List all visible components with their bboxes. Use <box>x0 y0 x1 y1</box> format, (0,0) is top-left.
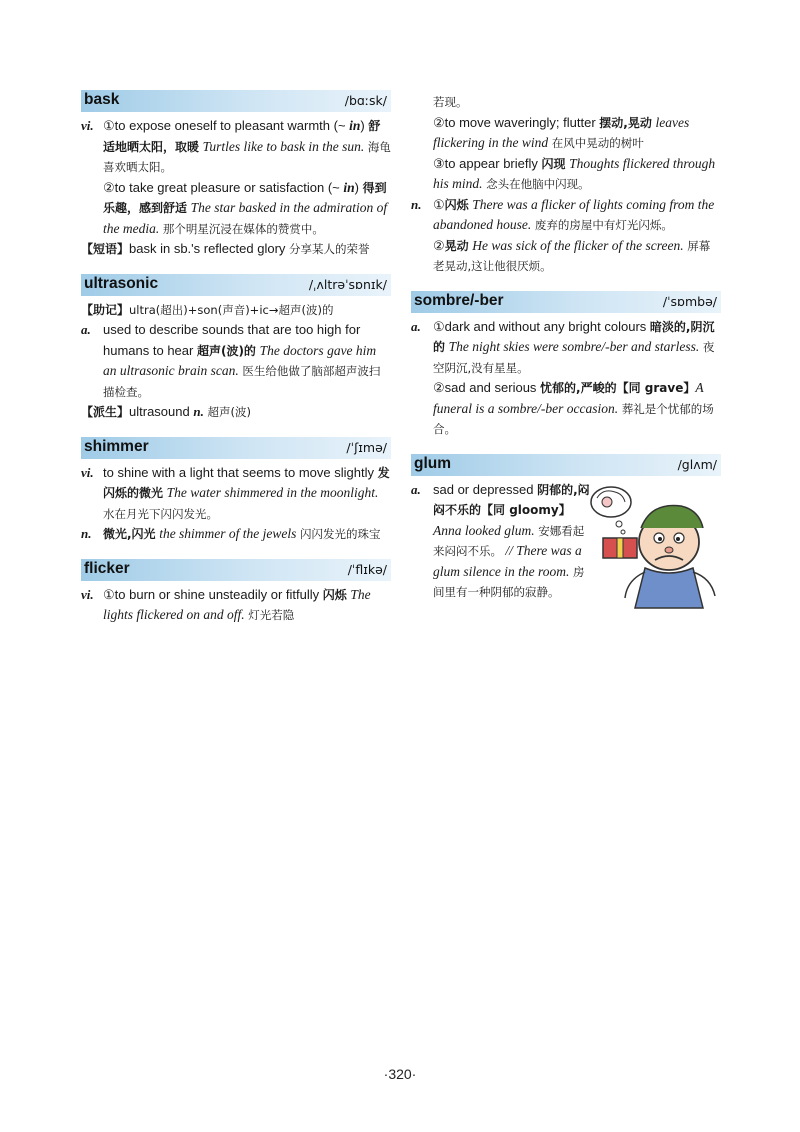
glum-body <box>411 480 721 603</box>
example: He was sick of the flicker of the screen. <box>472 237 684 253</box>
synonym-tag: 【同 grave】 <box>616 381 696 395</box>
sense <box>81 463 391 525</box>
part-of-speech: vi. <box>81 586 94 602</box>
definition: ③to appear briefly <box>433 155 542 171</box>
example: There was a flicker of lights coming from the abandoned house. <box>433 196 715 232</box>
chinese-gloss: 闪现 <box>541 156 566 171</box>
example: A funeral is a sombre/-ber occasion. <box>433 380 704 416</box>
entry-sombre <box>411 291 721 440</box>
entry-flicker <box>81 559 391 626</box>
sense-number: ② <box>433 237 445 253</box>
sense <box>411 480 593 603</box>
pronunciation: /ˈflɪkə/ <box>347 561 387 577</box>
example-translation: 闪闪发光的珠宝 <box>300 527 381 541</box>
continued-translation <box>411 92 721 113</box>
sense-number: ① <box>433 196 445 212</box>
entry-ultrasonic <box>81 274 391 423</box>
sense <box>81 585 391 626</box>
derived-tag: 【派生】 <box>81 405 130 419</box>
part-of-speech: a. <box>411 318 421 334</box>
example-translation: 医生给他做了脑部超声波扫描检查。 <box>103 364 381 399</box>
headword: flicker <box>84 559 130 577</box>
phrase-tag: 【短语】 <box>81 242 130 256</box>
pronunciation: /ˈsɒmbə/ <box>662 293 717 309</box>
definition: ) <box>360 118 369 133</box>
sense <box>81 116 391 178</box>
example-translation: 念头在他脑中闪现。 <box>486 177 590 191</box>
example: There was a glum silence in the room. <box>433 543 582 579</box>
right-column <box>411 92 721 617</box>
part-of-speech: vi. <box>81 464 94 480</box>
sense <box>411 195 721 236</box>
chinese-gloss: 舒适地晒太阳，取暖 <box>103 119 381 154</box>
definition: ) <box>354 179 363 195</box>
mnemonic <box>81 300 391 321</box>
sense <box>411 236 721 277</box>
sense <box>411 154 721 195</box>
definition: to shine with a light that seems to move slightly <box>103 464 378 480</box>
example: The star basked in the admiration of the media. <box>103 200 388 236</box>
part-of-speech: n. <box>411 196 422 212</box>
phrase-translation: 分享某人的荣誉 <box>289 242 370 256</box>
sense <box>411 113 721 154</box>
definition: ②to move waveringly; flutter <box>433 114 600 130</box>
headword: shimmer <box>84 437 149 455</box>
synonym-tag: 【同 gloomy】 <box>481 503 571 517</box>
chinese-gloss: 忧郁的,严峻的 <box>540 381 617 395</box>
phrase-text: bask in sb.'s reflected glory <box>129 241 290 256</box>
example-translation: 屏幕老晃动,这让他很厌烦。 <box>433 238 711 273</box>
sense <box>411 378 721 440</box>
example-translation: 房间里有一种阴郁的寂静。 <box>433 564 585 599</box>
headword: bask <box>84 91 120 108</box>
example: Turtles like to bask in the sun. <box>202 138 365 154</box>
chinese-gloss: 暗淡的,阴沉的 <box>433 319 715 354</box>
example-translation: 夜空阴沉,没有星星。 <box>433 340 715 375</box>
pronunciation: /glʌm/ <box>677 456 717 472</box>
part-of-speech: vi. <box>81 118 94 133</box>
part-of-speech: a. <box>81 322 91 337</box>
example: leaves flickering in the wind <box>433 114 690 150</box>
definition: ①dark and without any bright colours <box>433 318 650 334</box>
part-of-speech: n. <box>81 526 92 541</box>
example: the shimmer of the jewels <box>159 526 297 541</box>
example-translation: 海龟喜欢晒太阳。 <box>103 139 391 174</box>
entry-header <box>81 274 391 296</box>
definition: used to describe sounds that are too high for humans to hear <box>103 322 361 358</box>
example: The night skies were sombre/-ber and starless. <box>448 339 700 354</box>
phrase <box>81 239 391 260</box>
chinese-gloss: 晃动 <box>444 238 469 253</box>
chinese-gloss: 超声(波)的 <box>196 343 256 358</box>
sense <box>81 320 391 402</box>
example: Anna looked glum. <box>433 522 535 538</box>
headword: sombre/-ber <box>414 291 504 309</box>
entry-shimmer <box>81 437 391 545</box>
chinese-gloss: 微光,闪光 <box>103 527 156 541</box>
glum-face-illustration-icon <box>589 480 721 610</box>
definition: ①to expose oneself to pleasant warmth (~ <box>103 118 350 133</box>
chinese-gloss: 摆动,晃动 <box>599 115 652 130</box>
derived-word: ultrasound <box>129 404 194 419</box>
example-translation: 若现。 <box>433 95 468 109</box>
pronunciation: /bɑːsk/ <box>344 93 387 108</box>
definition: ①to burn or shine unsteadily or fitfully <box>103 586 323 602</box>
headword: ultrasonic <box>84 274 159 292</box>
chinese-gloss: 阴郁的,闷闷不乐的 <box>433 482 590 517</box>
entry-header <box>411 454 721 476</box>
chinese-gloss: 闪烁 <box>444 197 469 212</box>
sense <box>81 178 391 240</box>
entry-header <box>81 90 391 112</box>
definition: sad or depressed <box>433 481 538 497</box>
example: The water shimmered in the moonlight. <box>166 485 379 500</box>
example-translation: 水在月光下闪闪发光。 <box>103 506 218 521</box>
entry-flicker-continued <box>411 92 721 277</box>
derived-translation: 超声(波) <box>203 405 251 419</box>
example-translation: 那个明星沉浸在媒体的赞赏中。 <box>162 221 324 236</box>
definition: ②to take great pleasure or satisfaction (~ <box>103 179 344 195</box>
definition: ②sad and serious <box>433 380 541 395</box>
example: Thoughts flickered through his mind. <box>433 155 716 191</box>
entry-glum <box>411 454 721 603</box>
headword: glum <box>414 454 452 472</box>
part-of-speech: n. <box>193 404 204 419</box>
chinese-gloss: 闪烁 <box>322 587 347 602</box>
pronunciation: /ˈʃɪmə/ <box>346 439 387 455</box>
example-translation: 在风中晃动的树叶 <box>551 136 644 150</box>
example-translation: 废弃的房屋中有灯光闪烁。 <box>534 218 673 232</box>
example-translation: 安娜看起来闷闷不乐。 <box>433 523 585 558</box>
sense <box>81 524 391 545</box>
part-of-speech: a. <box>411 481 421 497</box>
example: The doctors gave him an ultrasonic brain scan. <box>103 342 377 378</box>
mnemonic-text: ultra(超出)+son(声音)+ic→超声(波)的 <box>129 302 334 317</box>
collocation: in <box>343 179 355 195</box>
example-translation: 灯光若隐 <box>248 608 295 622</box>
sense <box>411 317 721 379</box>
chinese-gloss: 发闪烁的微光 <box>103 465 390 500</box>
entry-header <box>81 437 391 459</box>
mnemonic-tag: 【助记】 <box>81 302 130 317</box>
pronunciation: /ˌʌltrəˈsɒnɪk/ <box>308 276 387 292</box>
left-column <box>81 90 391 640</box>
example: The lights flickered on and off. <box>103 586 371 622</box>
entry-header <box>81 559 391 581</box>
separator: // <box>502 543 517 558</box>
chinese-gloss: 得到乐趣，感到舒适 <box>103 180 387 215</box>
entry-header <box>411 291 721 313</box>
page-number: ·320· <box>383 1066 417 1082</box>
derived <box>81 402 391 423</box>
collocation: in <box>349 118 361 133</box>
example-translation: 葬礼是个忧郁的场合。 <box>433 401 714 436</box>
entry-bask <box>81 90 391 260</box>
